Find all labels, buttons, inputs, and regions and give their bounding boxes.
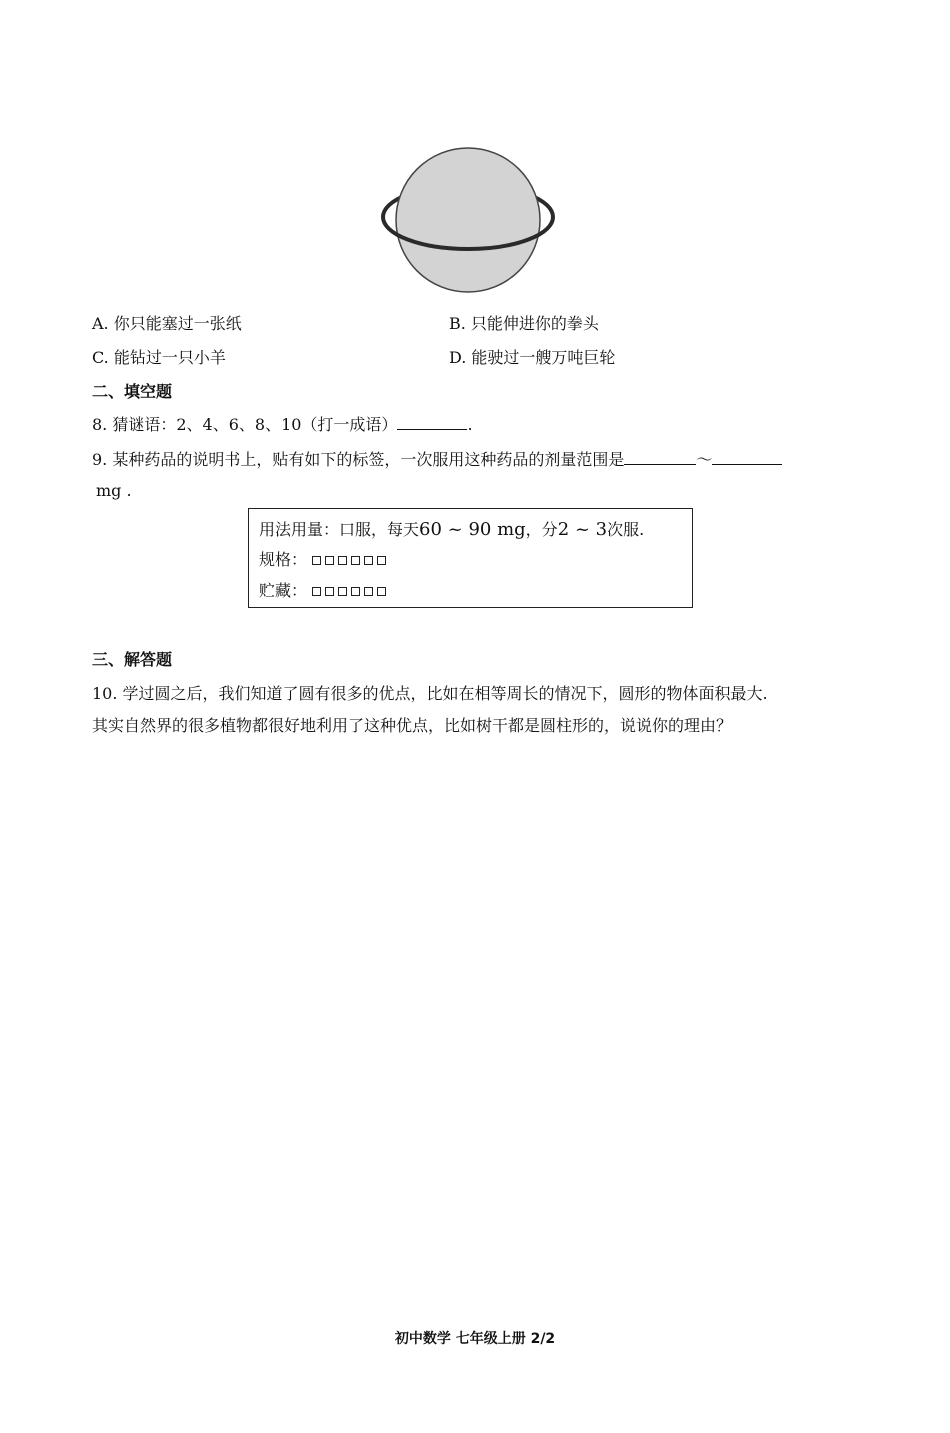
placeholder-box-icon bbox=[338, 556, 347, 565]
label-dosage-line bbox=[259, 519, 644, 541]
question-10-line-2: 其实自然界的很多植物都很好地利用了这种优点，比如树干都是圆柱形的，说说你的理由？ bbox=[92, 716, 733, 735]
placeholder-box-icon bbox=[325, 587, 334, 596]
placeholder-box-icon bbox=[364, 556, 373, 565]
question-9-text: 9. 某种药品的说明书上，贴有如下的标签，一次服用这种药品的剂量范围是 bbox=[92, 450, 625, 469]
placeholder-box-icon bbox=[312, 556, 321, 565]
option-d: D. 能驶过一艘万吨巨轮 bbox=[449, 348, 616, 367]
question-9 bbox=[92, 449, 782, 471]
placeholder-box-icon bbox=[377, 587, 386, 596]
option-c: C. 能钻过一只小羊 bbox=[92, 348, 226, 367]
label-storage: 贮藏： bbox=[259, 581, 308, 600]
placeholder-box-icon bbox=[338, 587, 347, 596]
question-10-line-1: 10. 学过圆之后，我们知道了圆有很多的优点，比如在相等周长的情况下，圆形的物体面积最大. bbox=[92, 684, 768, 703]
label-dosage-prefix: 用法用量：口服，每天 bbox=[259, 520, 420, 539]
sphere-with-ring-figure bbox=[378, 144, 558, 294]
question-9-unit: mg . bbox=[96, 481, 132, 500]
placeholder-box-icon bbox=[351, 587, 360, 596]
label-times-range: 2 ~ 3 bbox=[557, 519, 608, 540]
placeholder-box-icon bbox=[312, 587, 321, 596]
placeholder-box-icon bbox=[377, 556, 386, 565]
placeholder-box-icon bbox=[325, 556, 334, 565]
question-8-end: . bbox=[467, 415, 473, 434]
label-storage-line bbox=[259, 580, 390, 602]
answer-blank-9-max bbox=[712, 450, 782, 465]
answer-blank-8 bbox=[397, 415, 467, 430]
option-a: A. 你只能塞过一张纸 bbox=[92, 314, 242, 333]
question-8-text: 8. 猜谜语：2、4、6、8、10（打一成语） bbox=[92, 415, 398, 434]
label-dosage-mid: ，分 bbox=[525, 520, 558, 539]
option-b: B. 只能伸进你的拳头 bbox=[449, 314, 599, 333]
label-dosage-range: 60 ~ 90 mg bbox=[419, 519, 526, 540]
placeholder-box-icon bbox=[364, 587, 373, 596]
answer-blank-9-min bbox=[624, 450, 696, 465]
section-title-answer: 三、解答题 bbox=[92, 650, 173, 669]
page-footer: 初中数学 七年级上册 2/2 bbox=[394, 1331, 556, 1347]
sphere bbox=[396, 148, 540, 292]
section-title-fill-blank: 二、填空题 bbox=[92, 382, 173, 401]
label-spec: 规格： bbox=[259, 550, 308, 569]
label-dosage-suffix: 次服. bbox=[607, 520, 645, 539]
question-9-tilde: ～ bbox=[696, 450, 713, 469]
placeholder-box-icon bbox=[351, 556, 360, 565]
label-spec-line bbox=[259, 549, 390, 571]
medicine-label-box bbox=[248, 508, 693, 608]
question-8 bbox=[92, 414, 473, 436]
